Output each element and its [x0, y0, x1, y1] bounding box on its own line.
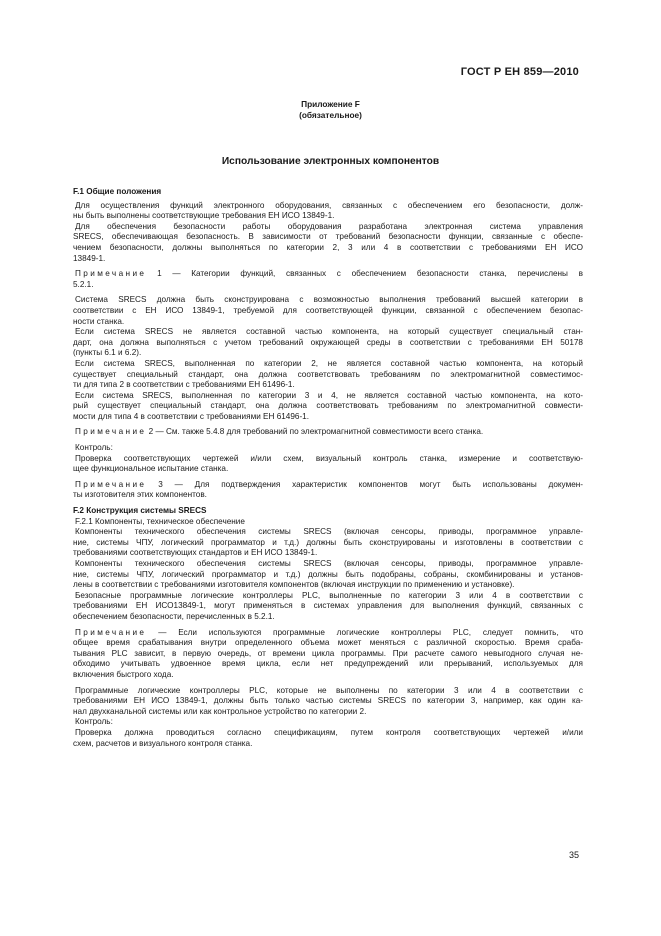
- paragraph: Программные логические контроллеры PLC, которые не выполнены по категории 3 или 4 в соответствии с требованиями ЕН ИСО 13849-1, должны быть только частью системы SRECS по категории 3, например, как один ка- нал двухканальной системы или как контрольное устройство по категории 2.: [73, 685, 583, 716]
- annex-status: (обязательное): [299, 110, 362, 120]
- document-body: [73, 186, 583, 749]
- paragraph: Компоненты технического обеспечения системы SRECS (включая сенсоры, приводы, программное управле- ние, системы ЧПУ, логический программатор и т.д.) должны быть подобраны, собраны, скомбинированы и установ- лены в соответствии с требованиями изготовителя компонентов (включая инструкции по применению и установке).: [73, 559, 583, 590]
- note-4: Примечание — Если используются программные логические контроллеры PLC, следует помнить, что общее время срабатывания внутри определенного объема может меняться с различной скоростью. Время сраба- тывания PLC зависит, в первую очередь, от времени цикла программы. При расчете самого невыгодного случая не- обходимо учитывать удвоенное время цикла, если нет предупреждений или прерываний, используемых для включения быстрого хода.: [73, 627, 583, 679]
- page-number: 35: [568, 850, 579, 860]
- paragraph: Для обеспечения безопасности работы оборудования разработана электронная система управления SRECS, обеспечивающая безопасность. В зависимости от требований безопасности функции, связанные с обеспе- чением безопасности, должны выполняться по категории 2, 3 или 4 в соответствии с требованиями ЕН ИСО 13849-1.: [73, 221, 583, 263]
- paragraph: Если система SRECS, выполненная по категории 2, не является составной частью компонента, на который существует специальный стандарт, она должна соответствовать требованиям по электромагнитной совместимос- ти для типа 2 в соответствии с требованиями ЕН 61496-1.: [73, 358, 583, 390]
- control-label: Контроль:: [75, 443, 113, 453]
- annex-title: Приложение F: [301, 99, 360, 109]
- control-label: Контроль:: [75, 717, 113, 727]
- note-3: Примечание 3 — Для подтверждения характеристик компонентов могут быть использованы докумен- ты изготовителя этих компонентов.: [73, 479, 583, 500]
- paragraph: Система SRECS должна быть сконструирована с возможностью выполнения требований высшей категории в соответствии с ЕН ИСО 13849-1, требуемой для соответствующей функции, связанной с обеспечением безопас- ности станка.: [73, 295, 583, 326]
- paragraph: Компоненты технического обеспечения системы SRECS (включая сенсоры, приводы, программное управле- ние, системы ЧПУ, логический программатор и т.д.) должны быть сконструированы и изготовлены в соответствии с требованиями соответствующих стандартов и ЕН ИСО 13849-1.: [73, 527, 583, 558]
- note-2: Примечание 2 — См. также 5.4.8 для требований по электромагнитной совместимости всего станка.: [75, 427, 484, 437]
- paragraph: Для осуществления функций электронного оборудования, связанных с обеспечением его безопасности, долж- ны быть выполнены соответствующие требования ЕН ИСО 13849-1.: [73, 200, 583, 221]
- paragraph: Проверка соответствующих чертежей и/или схем, визуальный контроль станка, измерение и соответствую- щее функциональное испытание станка.: [73, 453, 583, 474]
- paragraph: Проверка должна проводиться согласно спецификациям, путем контроля соответствующих чертежей и/или схем, расчетов и визуального контроля станка.: [73, 727, 583, 748]
- paragraph: Если система SRECS не является составной частью компонента, на который существует специальный стан- дарт, она должна выполняться с учетом требований окружающей среды в соответствии с требованиями ЕН 50178 (пункты 6.1 и 6.2).: [73, 327, 583, 358]
- subsection-f21-title: F.2.1 Компоненты, техническое обеспечение: [75, 516, 245, 526]
- section-f2-title: F.2 Конструкция системы SRECS: [73, 506, 207, 516]
- note-1: Примечание 1 — Категории функций, связанных с обеспечением безопасности станка, перечислены в 5.2.1.: [73, 269, 583, 289]
- main-title: Использование электронных компонентов: [221, 156, 440, 167]
- section-f1-title: F.1 Общие положения: [73, 187, 162, 196]
- standard-designation: ГОСТ Р ЕН 859—2010: [460, 66, 579, 78]
- paragraph: Если система SRECS, выполненная по категории 3 и 4, не является составной частью компонента, на кото- рый существует специальный стандарт, она должна соответствовать требованиям по электромагнитной совмести- мости для типа 4 в соответствии с требованиями ЕН 61496-1.: [73, 390, 583, 421]
- paragraph: Безопасные программные логические контроллеры PLC, выполненные по категории 3 или 4 в соответствии с требованиями ЕН ИСО13849-1, могут применяться в системах управления для выполнения функций, связанных с обеспечением безопасности, перечисленных в 5.2.1.: [73, 590, 583, 621]
